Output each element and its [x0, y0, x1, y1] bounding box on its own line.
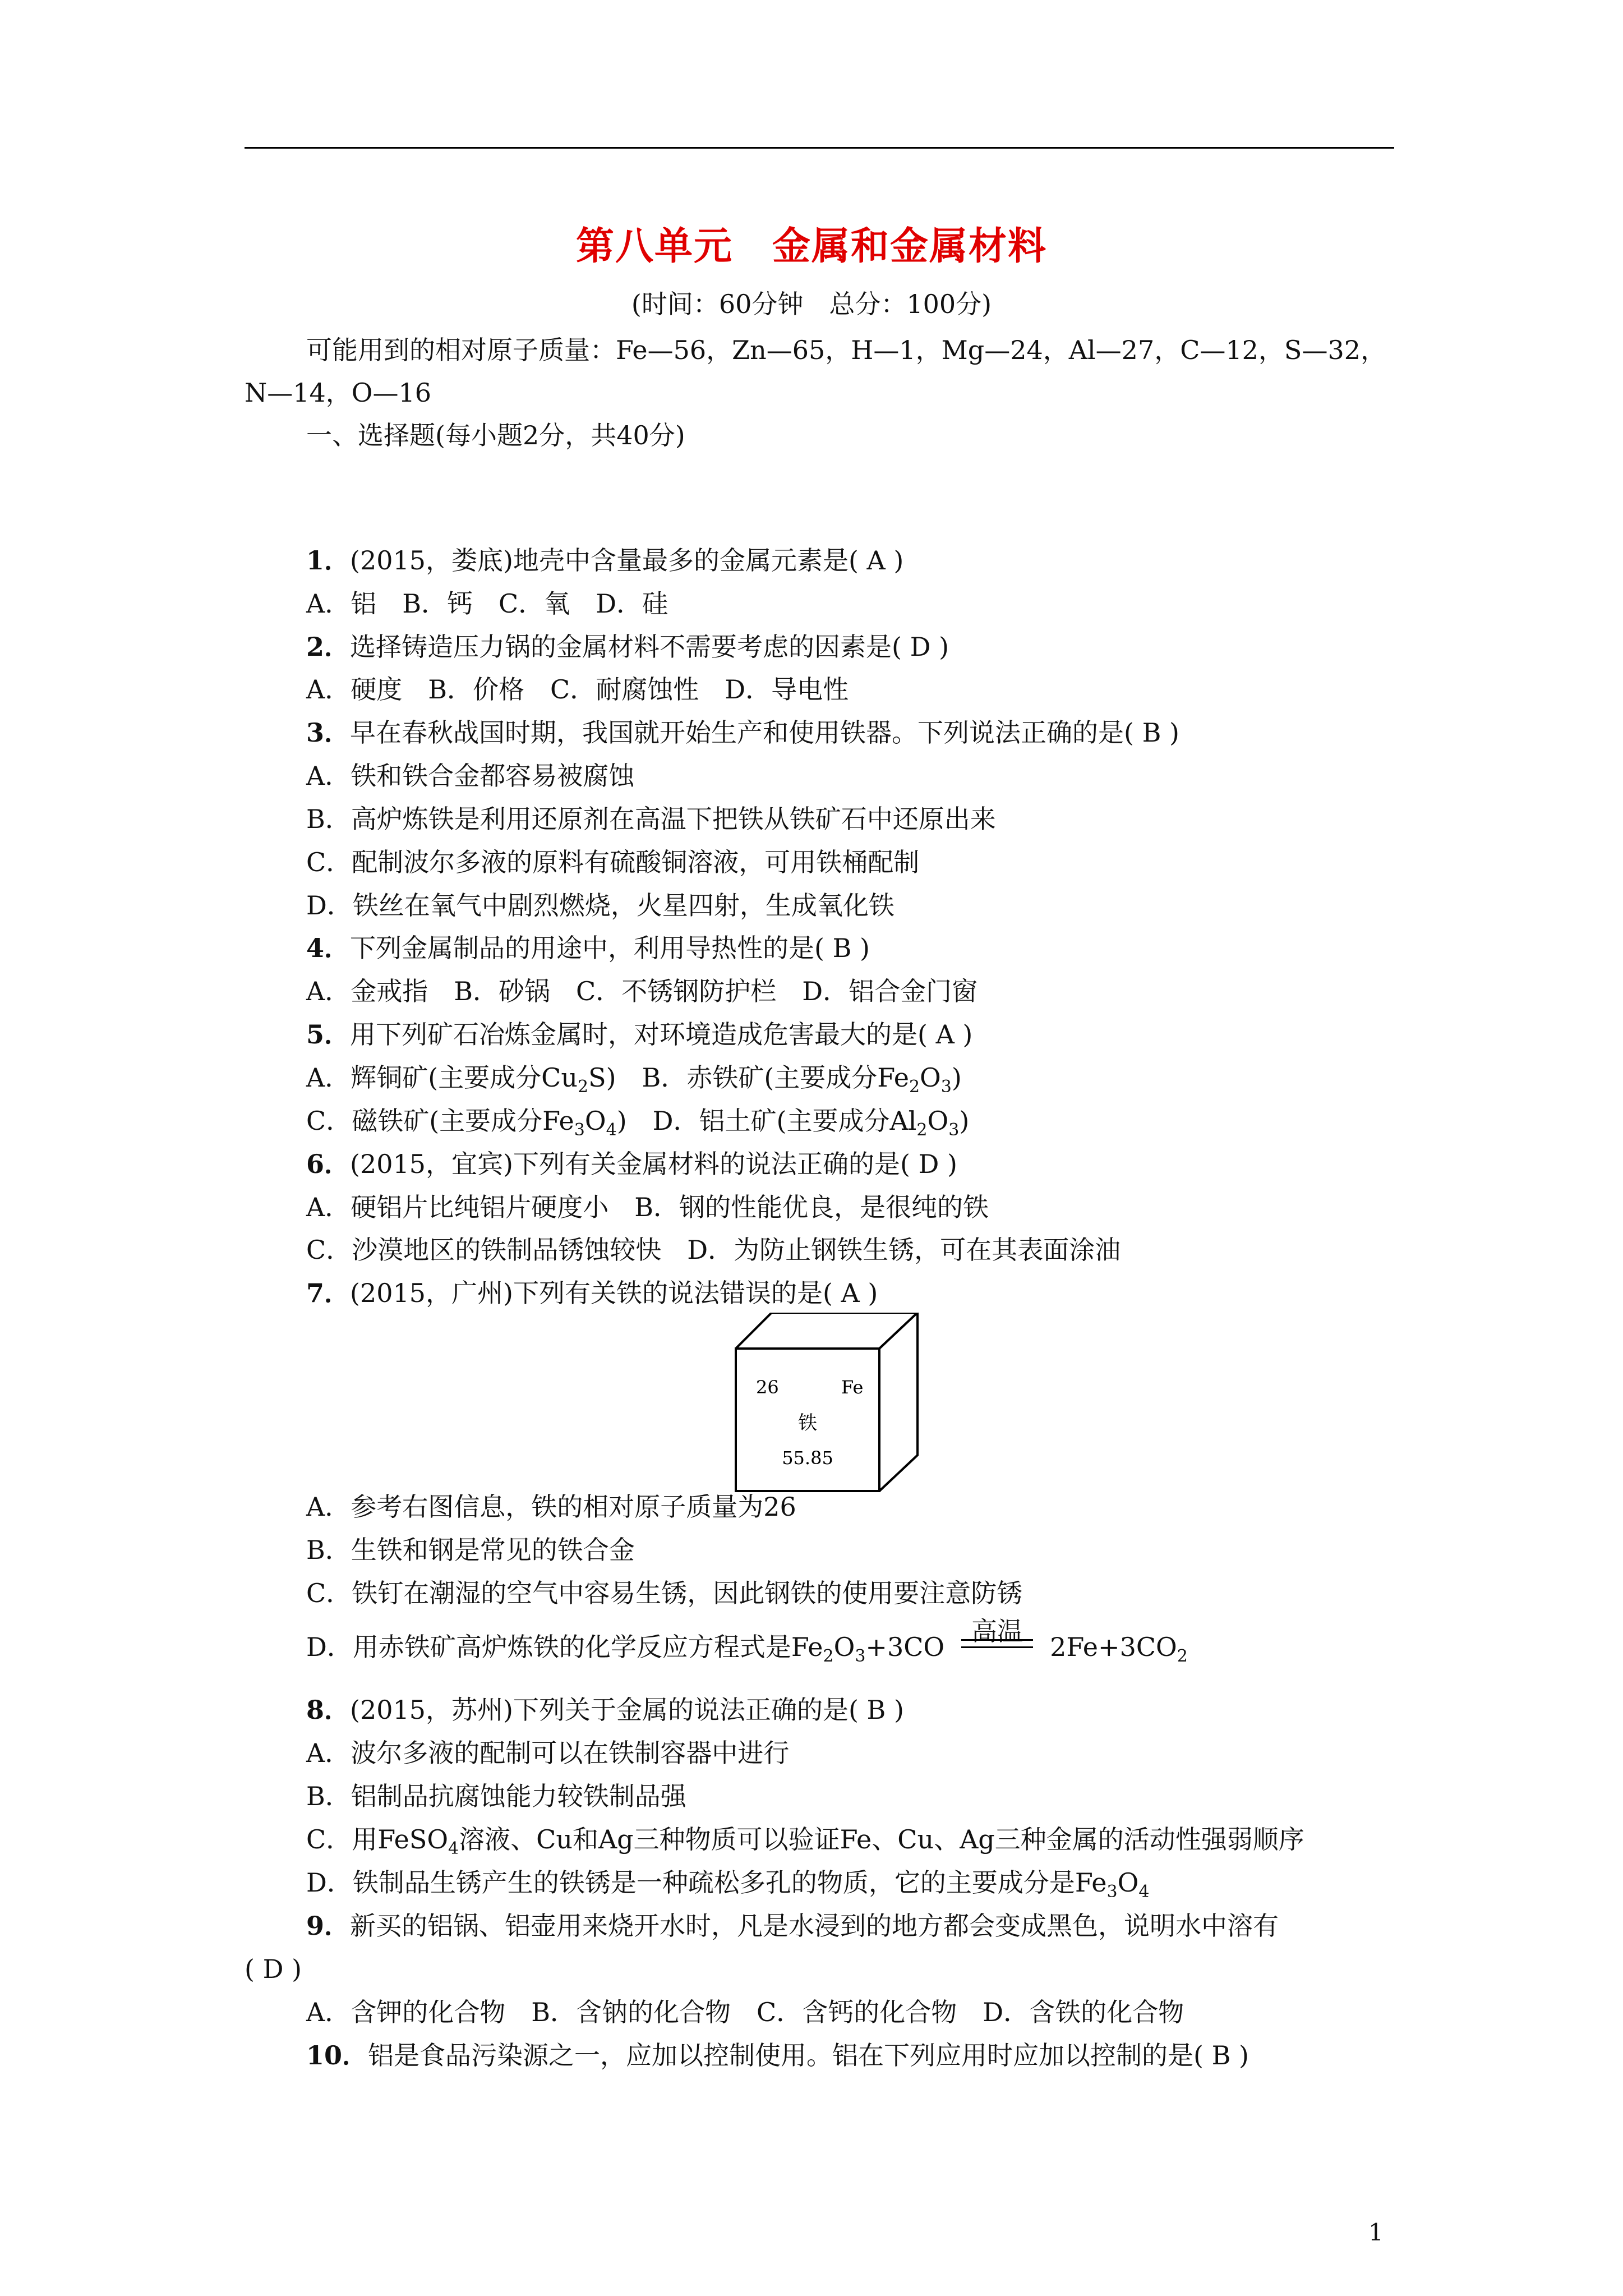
question-6-options-cd: C．沙漠地区的铁制品锈蚀较快 D．为防止钢铁生锈，可在其表面涂油: [306, 1235, 1121, 1265]
question-2: 2．选择铸造压力锅的金属材料不需要考虑的因素是( D ): [306, 632, 949, 662]
time-info: (时间：60分钟 总分：100分): [631, 289, 992, 319]
question-8: 8．(2015，苏州)下列关于金属的说法正确的是( B ): [306, 1695, 904, 1725]
question-3: 3．早在春秋战国时期，我国就开始生产和使用铁器。下列说法正确的是( B ): [306, 717, 1179, 748]
header-rule: [245, 147, 1394, 149]
element-name: 铁: [798, 1412, 817, 1434]
question-8-option-a: A．波尔多液的配制可以在铁制容器中进行: [306, 1738, 790, 1768]
reaction-condition: 高温: [958, 1631, 1036, 1663]
atomic-mass: 55.85: [782, 1447, 833, 1469]
question-9-answer: ( D ): [245, 1954, 302, 1984]
intro-line-2: N—14，O—16: [245, 378, 432, 408]
question-4: 4．下列金属制品的用途中，利用导热性的是( B ): [306, 933, 870, 963]
question-9: 9．新买的铝锅、铝壶用来烧开水时，凡是水浸到的地方都会变成黑色，说明水中溶有: [306, 1911, 1279, 1941]
question-1: 1．(2015，娄底)地壳中含量最多的金属元素是( A ): [306, 545, 904, 576]
question-10: 10．铝是食品污染源之一，应加以控制使用。铝在下列应用时应加以控制的是( B ): [306, 2040, 1249, 2070]
question-3-option-a: A．铁和铁合金都容易被腐蚀: [306, 761, 635, 791]
question-5-options-ab: A．辉铜矿(主要成分$Cu_2S$) B．赤铁矿(主要成分$Fe_2O_3$): [306, 1062, 962, 1097]
question-1-options: A．铝 B．钙 C．氧 D．硅: [306, 588, 668, 619]
question-5: 5．用下列矿石冶炼金属时，对环境造成危害最大的是( A ): [306, 1019, 973, 1050]
question-3-option-c: C．配制波尔多液的原料有硫酸铜溶液，可用铁桶配制: [306, 847, 920, 877]
question-8-option-b: B．铝制品抗腐蚀能力较铁制品强: [306, 1781, 686, 1811]
question-7-option-b: B．生铁和钢是常见的铁合金: [306, 1535, 635, 1565]
question-6-options-ab: A．硬铝片比纯铝片硬度小 B．钢的性能优良，是很纯的铁: [306, 1192, 989, 1222]
question-4-options: A．金戒指 B．砂锅 C．不锈钢防护栏 D．铝合金门窗: [306, 976, 978, 1006]
page-title: 第八单元 金属和金属材料: [575, 224, 1047, 269]
atomic-number: 26: [756, 1377, 779, 1398]
question-3-option-b: B．高炉炼铁是利用还原剂在高温下把铁从铁矿石中还原出来: [306, 804, 996, 834]
iron-element-figure: [735, 1313, 925, 1492]
question-8-option-d: D．铁制品生锈产生的铁锈是一种疏松多孔的物质，它的主要成分是$Fe_3O_4$: [306, 1867, 1150, 1902]
question-7-option-d: D．用赤铁矿高炉炼铁的化学反应方程式是$Fe_2O_3+3CO$ 高温 $2Fe+3CO_2$: [306, 1616, 1188, 1666]
question-2-options: A．硬度 B．价格 C．耐腐蚀性 D．导电性: [306, 674, 849, 705]
section-title: 一、选择题(每小题2分，共40分): [306, 420, 685, 450]
question-7-option-c: C．铁钉在潮湿的空气中容易生锈，因此钢铁的使用要注意防锈: [306, 1578, 1023, 1608]
intro-line-1: 可能用到的相对原子质量：Fe—56，Zn—65，H—1，Mg—24，Al—27，C—12，S—32，: [306, 335, 1386, 365]
page-number: 1: [1368, 2219, 1384, 2246]
question-8-option-c: C．用FeSO$_4$溶液、Cu和Ag三种物质可以验证Fe、Cu、Ag三种金属的活动性强弱顺序: [306, 1824, 1304, 1858]
question-7-option-a: A．参考右图信息，铁的相对原子质量为26: [306, 1492, 796, 1522]
question-5-options-cd: C．磁铁矿(主要成分$Fe_3O_4$) D．铝土矿(主要成分$Al_2O_3$): [306, 1106, 970, 1140]
element-symbol: Fe: [841, 1377, 864, 1398]
question-9-options: A．含钾的化合物 B．含钠的化合物 C．含钙的化合物 D．含铁的化合物: [306, 1997, 1184, 2027]
question-6: 6．(2015，宜宾)下列有关金属材料的说法正确的是( D ): [306, 1149, 957, 1179]
question-7: 7．(2015，广州)下列有关铁的说法错误的是( A ): [306, 1278, 878, 1308]
question-3-option-d: D．铁丝在氧气中剧烈燃烧，火星四射，生成氧化铁: [306, 890, 895, 921]
